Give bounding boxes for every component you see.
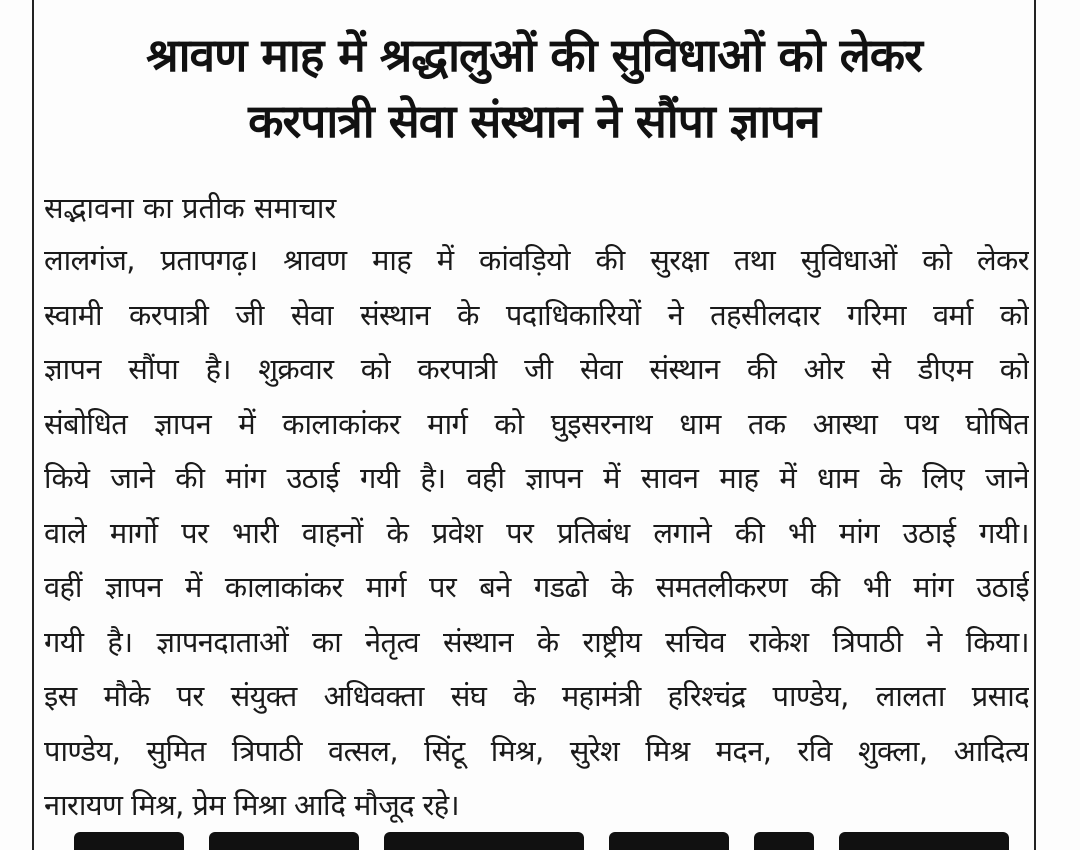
headline-line-2: करपात्री सेवा संस्थान ने सौंपा ज्ञापन (248, 94, 820, 148)
headline-line-1: श्रावण माह में श्रद्धालुओं की सुविधाओं को लेकर (146, 28, 922, 82)
body-line: ज्ञापन सौंपा है। शुक्रवार को करपात्री जी सेवा संस्थान की ओर से डीएम को (44, 352, 1029, 386)
body-line: लालगंज, प्रतापगढ़। श्रावण माह में कांवड़ियो की सुरक्षा तथा सुविधाओं को लेकर (44, 243, 1029, 277)
body-line: इस मौके पर संयुक्त अधिवक्ता संघ के महामंत्री हरिश्चंद्र पाण्डेय, लालता प्रसाद (44, 679, 1029, 713)
cropped-next-headline (34, 820, 1034, 850)
body-line: वाले मार्गो पर भारी वाहनों के प्रवेश पर प्रतिबंध लगाने की भी मांग उठाई गयी। (44, 515, 1029, 550)
cropped-previous-text (44, 0, 1024, 8)
body-line: वहीं ज्ञापन में कालाकांकर मार्ग पर बने गडढो के समतलीकरण की भी मांग उठाई (44, 570, 1029, 604)
article-body (44, 233, 1029, 833)
body-line: नारायण मिश्र, प्रेम मिश्रा आदि मौजूद रहे। (44, 788, 459, 822)
article-headline (34, 22, 1034, 154)
body-line: गयी है। ज्ञापनदाताओं का नेतृत्व संस्थान के राष्ट्रीय सचिव राकेश त्रिपाठी ने किया। (44, 624, 1029, 659)
article-column (32, 0, 1036, 850)
body-line: पाण्डेय, सुमित त्रिपाठी वत्सल, सिंटू मिश्र, सुरेश मिश्र मदन, रवि शुक्ला, आदित्य (44, 733, 1029, 768)
body-line: संबोधित ज्ञापन में कालाकांकर मार्ग को घुइसरनाथ धाम तक आस्था पथ घोषित (44, 406, 1029, 441)
body-line: स्वामी करपात्री जी सेवा संस्थान के पदाधिकारियों ने तहसीलदार गरिमा वर्मा को (44, 297, 1029, 332)
body-line: किये जाने की मांग उठाई गयी है। वही ज्ञापन में सावन माह में धाम के लिए जाने (44, 461, 1029, 495)
article-byline: सद्भावना का प्रतीक समाचार (44, 191, 337, 225)
